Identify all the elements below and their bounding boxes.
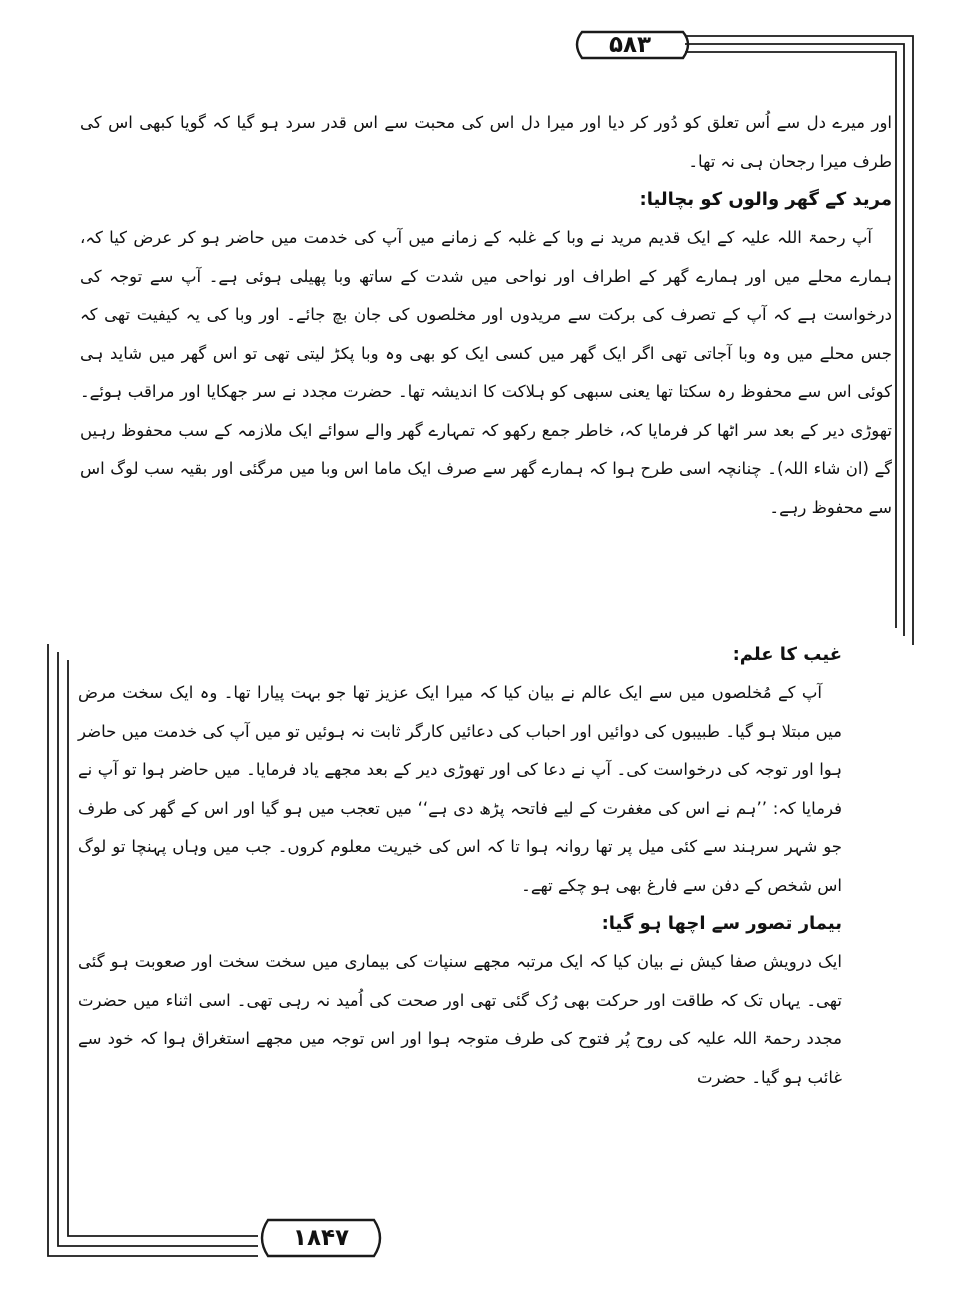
- heading-tasawwur: بیمار تصور سے اچھا ہو گیا:: [601, 913, 842, 934]
- paragraph-tasawwur: ایک درویش صفا کیش نے بیان کیا کہ ایک مرتبہ مجھے سنپات کی بیماری میں سخت سخت اور صعوبت ہو گئی تھی۔ یہاں تک کہ طاقت اور حرکت بھی رُک گئی تھی اور صحت کی اُمید نہ رہی تھی۔ اسی اثناء میں حضرت مجدد رحمۃ اللہ علیہ کی روح پُر فتوح کی طرف متوجہ ہوا اور اس توجہ میں مجھے استغراق ہوا کہ خود سے غائب ہو گیا۔ حضرت: [78, 952, 842, 1087]
- paragraph-ghaib-ilm: آپ کے مُخلصوں میں سے ایک عالم نے بیان کیا کہ میرا ایک عزیز تھا جو بہت پیارا تھا۔ وہ ایک سخت مرض میں مبتلا ہو گیا۔ طبیبوں کی دوائیں اور احباب کی دعائیں کارگر ثابت نہ ہوئیں تو میں آپ کی خدمت میں حاضر ہوا اور توجہ کی درخواست کی۔ آپ نے دعا کی اور تھوڑی دیر کے بعد مجھے یاد فرمایا۔ میں حاضر ہوا تو آپ نے فرمایا کہ: ’’ہم نے اس کی مغفرت کے لیے فاتحہ پڑھ دی ہے‘‘ میں تعجب میں ہو گیا اور اس کے گھر کی طرف جو شہر سرہند سے کئی میل پر تھا روانہ ہوا تا کہ اس کی خیریت معلوم کروں۔ جب میں وہاں پہنچا تو لوگ اس شخص کے دفن سے فارغ بھی ہو چکے تھے۔: [78, 683, 842, 895]
- text-block-upper: [80, 104, 892, 527]
- heading-ghaib-ilm: غیب کا علم:: [732, 644, 842, 665]
- heading-murid-family: مرید کے گھر والوں کو بچالیا:: [639, 189, 892, 210]
- top-page-number: ۵۸۳: [608, 32, 652, 58]
- bottom-page-number: ۱۸۴۷: [292, 1225, 350, 1251]
- paragraph-murid-family: آپ رحمۃ اللہ علیہ کے ایک قدیم مرید نے وبا کے غلبہ کے زمانے میں آپ کی خدمت میں حاضر ہو کر عرض کیا کہ، ہمارے محلے میں اور ہمارے گھر کے اطراف اور نواحی میں شدت کے ساتھ وبا پھیلی ہوئی ہے۔ آپ سے توجہ کی درخواست ہے کہ آپ کے تصرف کی برکت سے مریدوں اور مخلصوں کی جان بچ جائے۔ اور وبا کی یہ کیفیت تھی کہ جس محلے میں وہ وبا آجاتی تھی اگر ایک گھر میں کسی ایک کو بھی وہ وبا پکڑ لیتی تھی تو اس گھر میں شاید ہی کوئی اس سے محفوظ رہ سکتا تھا یعنی سبھی کو ہلاکت کا اندیشہ تھا۔ حضرت مجدد نے سر جھکایا اور مراقب ہوئے۔ تھوڑی دیر کے بعد سر اٹھا کر فرمایا کہ، خاطر جمع رکھو کہ تمہارے گھر والے سوائے ایک ملازمہ کے سب محفوظ رہیں گے (ان شاء اللہ)۔ چنانچہ اسی طرح ہوا کہ ہمارے گھر سے صرف ایک ماما اس وبا میں مرگئی اور بقیہ سب لوگ اس سے محفوظ رہے۔: [80, 228, 892, 517]
- intro-paragraph: اور میرے دل سے اُس تعلق کو دُور کر دیا اور میرا دل اس کی محبت سے اس قدر سرد ہو گیا کہ گویا کبھی اس کی طرف میرا رجحان ہی نہ تھا۔: [80, 113, 892, 171]
- text-block-lower: [78, 636, 842, 1097]
